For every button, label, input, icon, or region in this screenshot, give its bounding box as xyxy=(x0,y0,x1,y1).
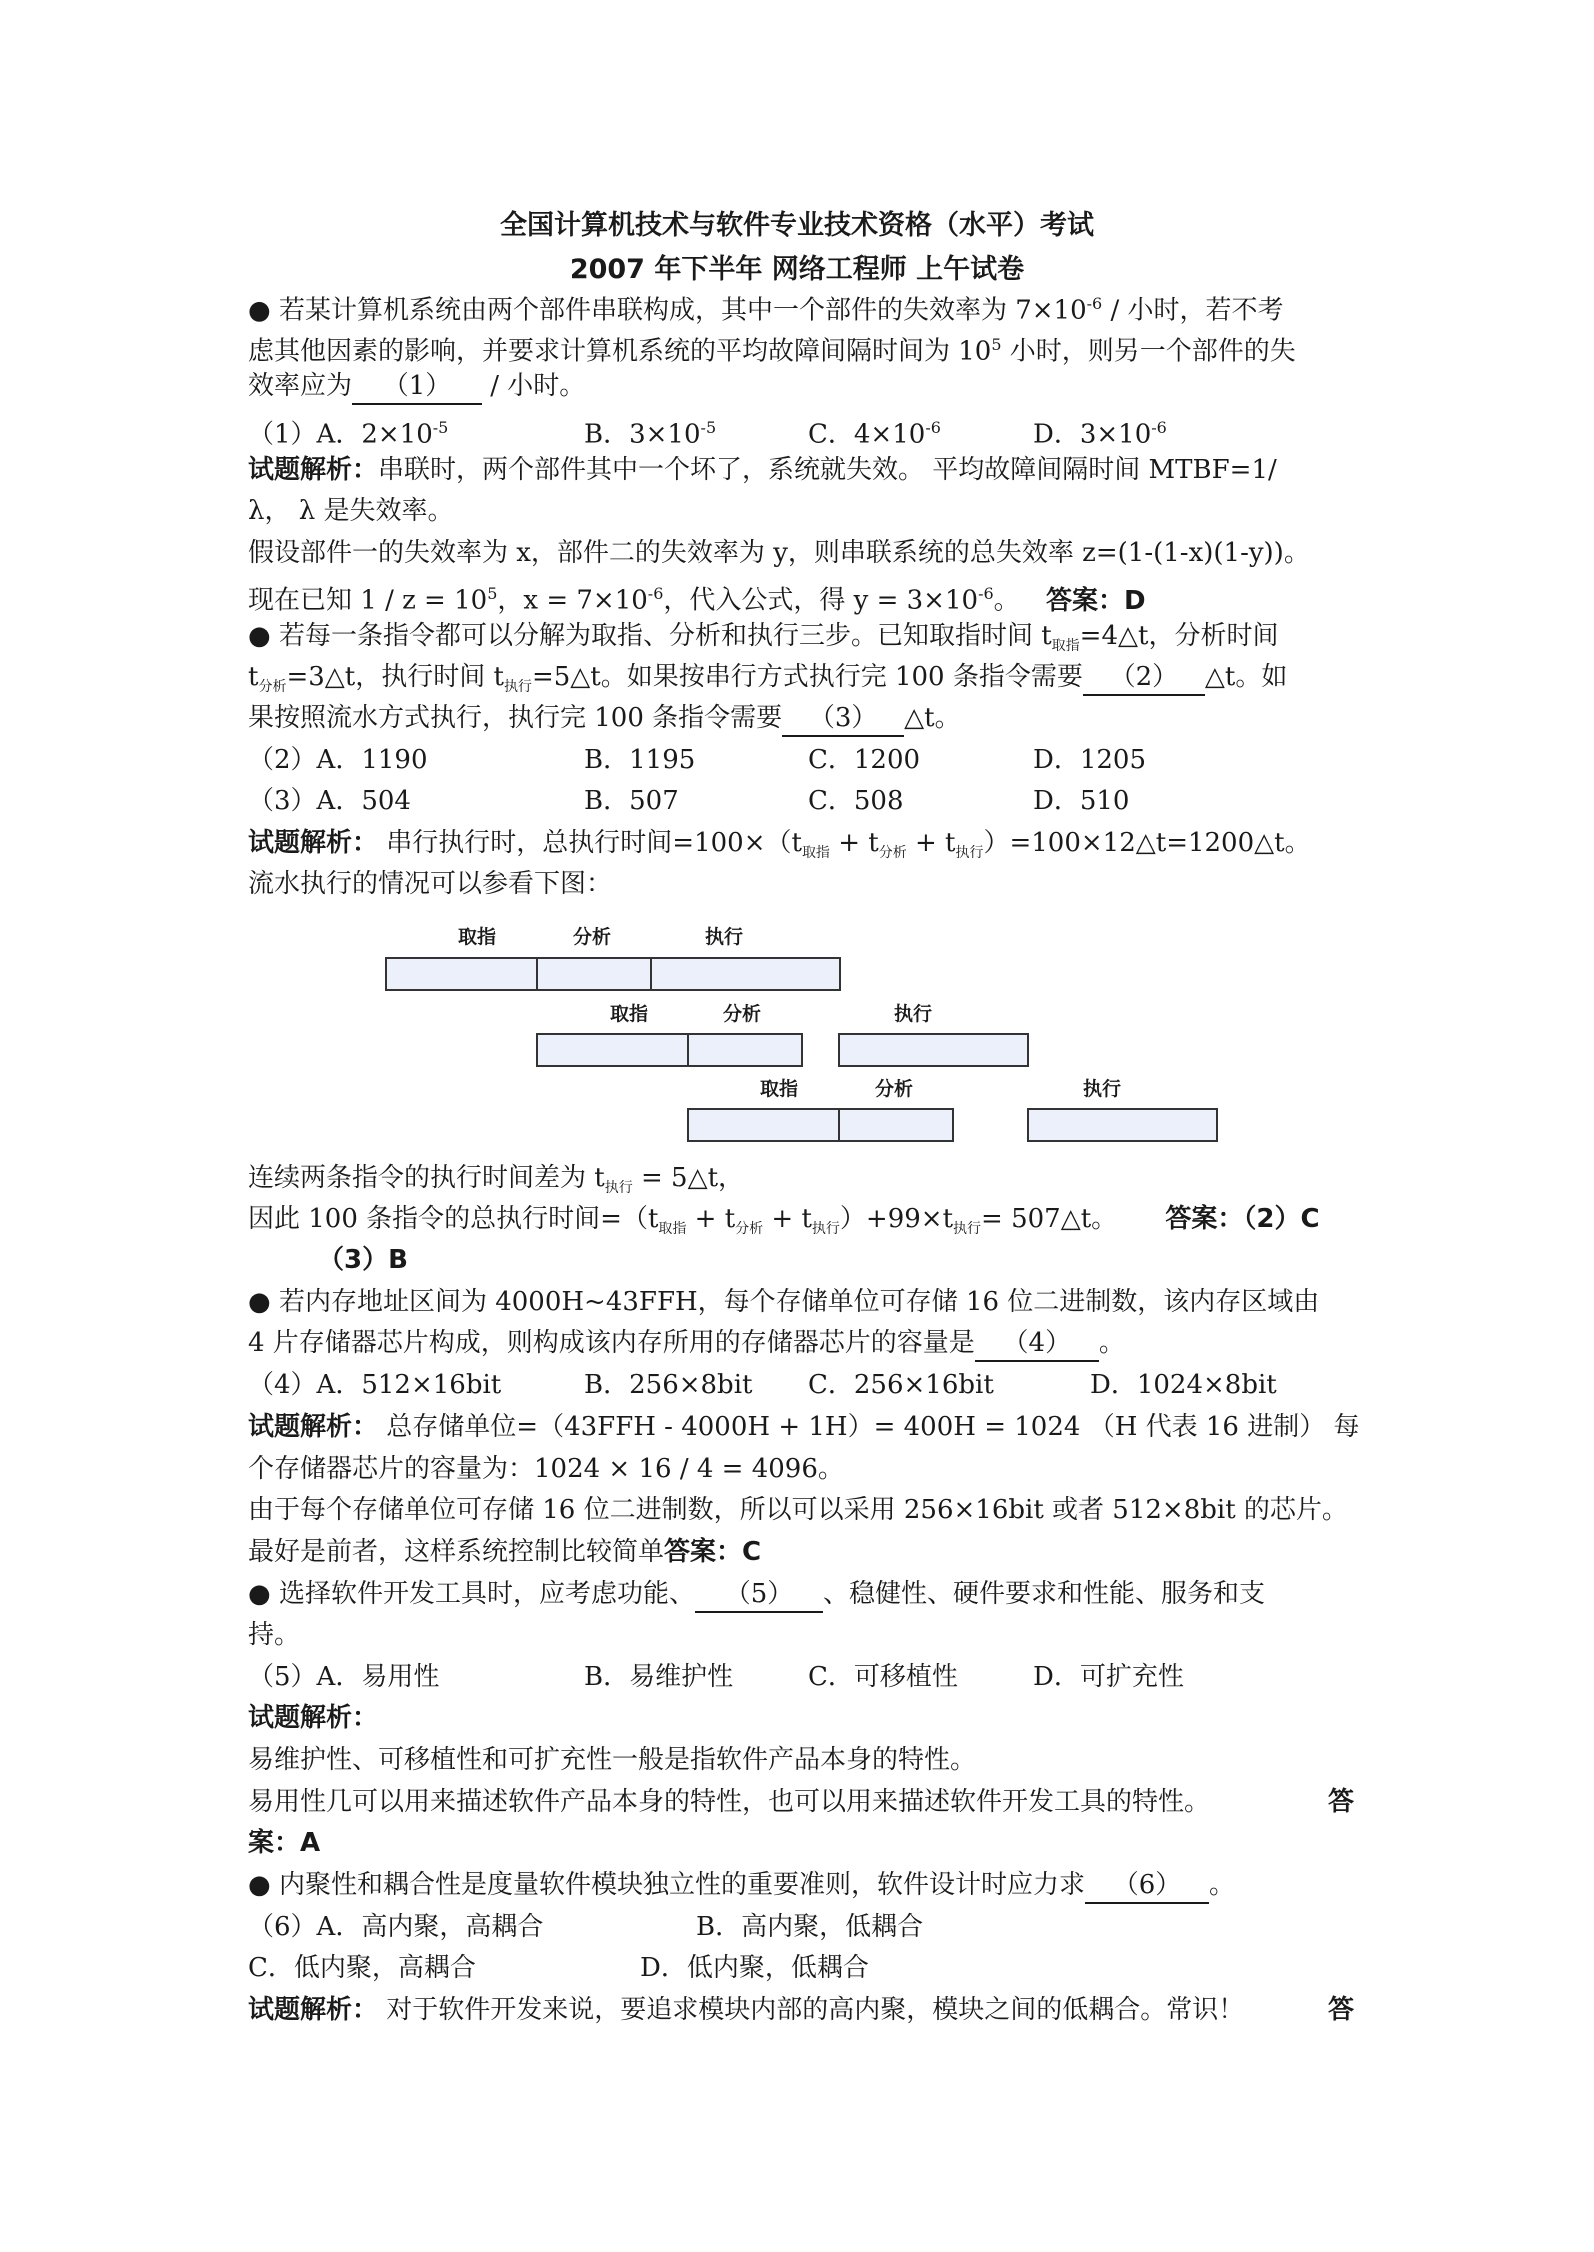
q1-line-2: 虑其他因素的影响，并要求计算机系统的平均故障间隔时间为 $10^5$ 小时，则另一个部件的失 xyxy=(248,335,1296,367)
answer-blank: （5） xyxy=(695,1577,823,1613)
q2-line-2: $t_{分析}=3\triangle t$，执行时间 $t_{执行}=5\triangle t$。如果按串行方式执行完 100 条指令需要 （2） △t。如 xyxy=(248,662,1288,696)
pipeline-box-execute xyxy=(650,957,841,991)
q4-option-c: C．256×16bit xyxy=(808,1370,994,1400)
stage-label-fetch: 取指 xyxy=(610,1003,649,1025)
q2-explanation-1: 试题解析： 串行执行时，总执行时间$=100\times(t_{取指} + t_{分析}$ + $t_{执行})=100\times 12\triangle t=1200\triangle t$。 xyxy=(248,828,1311,862)
q3-explanation-2: 个存储器芯片的容量为：1024 × 16 / 4 = 4096。 xyxy=(248,1454,844,1484)
explanation-label: 试题解析： xyxy=(248,828,379,858)
q4-answer: 答案：C xyxy=(664,1537,762,1567)
stage-label-analyze: 分析 xyxy=(573,926,612,948)
pipeline-box-analyze xyxy=(838,1108,954,1142)
q2-answer: 答案：（2）C xyxy=(1165,1204,1320,1234)
q6-option-b: B．高内聚，低耦合 xyxy=(696,1912,924,1942)
q2-explanation-2: 流水执行的情况可以参看下图： xyxy=(248,869,613,899)
q1-option-b: B．$3\times 10^{-5}$ xyxy=(584,418,717,450)
q3-explanation-1: 试题解析： 总存储单位=（43FFH - 4000H + 1H）= 400H = 1024 （H 代表 16 进制） 每 xyxy=(248,1412,1360,1442)
q1-option-a: （1）A．$2\times 10^{-5}$ xyxy=(248,418,449,450)
answer-blank: （6） xyxy=(1085,1868,1209,1904)
bullet-icon: ● xyxy=(248,621,271,651)
answer-blank: （3） xyxy=(782,701,904,737)
q3-line-1: ● 若内存地址区间为 4000H~43FFH，每个存储单位可存储 16 位二进制数，该内存区域由 xyxy=(248,1287,1320,1317)
q4-option-b: B．256×8bit xyxy=(584,1370,753,1400)
q4-option-d: D．1024×8bit xyxy=(1090,1370,1277,1400)
q5-option-d: D．可扩充性 xyxy=(1033,1662,1184,1692)
q3-answer: （3）B xyxy=(318,1245,408,1275)
q3-line-2: 4 片存储器芯片构成，则构成该内存所用的存储器芯片的容量是 （4） 。 xyxy=(248,1326,1125,1362)
q1-explanation-4: 现在已知 $1 / z = 10^5$，$x = 7\times 10^{-6}$，代入公式，得 $y = 3\times 10^{-6}$。 答案：D xyxy=(248,584,1146,616)
q5-line-1: ● 内聚性和耦合性是度量软件模块独立性的重要准则，软件设计时应力求 （6） 。 xyxy=(248,1868,1235,1904)
exam-subtitle: 2007 年下半年 网络工程师 上午试卷 xyxy=(569,254,1025,285)
q5-option-b: B．易维护性 xyxy=(584,1662,734,1692)
stage-label-execute: 执行 xyxy=(894,1003,933,1025)
q2-option-b: B．1195 xyxy=(584,745,696,775)
q6-option-d: D．低内聚，低耦合 xyxy=(640,1953,869,1983)
q5-explanation-1: 试题解析： 对于软件开发来说，要追求模块内部的高内聚，模块之间的低耦合。常识！ xyxy=(248,1995,1245,2025)
q2-line-3: 果按照流水方式执行，执行完 100 条指令需要 （3） △t。 xyxy=(248,701,961,737)
q1-explanation-2: λ， λ 是失效率。 xyxy=(248,496,454,526)
q3-option-d: D．510 xyxy=(1033,786,1130,816)
q3-option-a: （3）A．504 xyxy=(248,786,411,816)
bullet-icon: ● xyxy=(248,1579,271,1609)
q5-answer-prefix: 答 xyxy=(1328,1787,1355,1817)
q1-explanation-3: 假设部件一的失效率为 x，部件二的失效率为 y，则串联系统的总失效率 z=(1-(1-x)(1-y))。 xyxy=(248,538,1310,568)
q5-option-c: C．可移植性 xyxy=(808,1662,958,1692)
q6-option-a: （6）A．高内聚，高耦合 xyxy=(248,1912,544,1942)
q6-answer-prefix: 答 xyxy=(1328,1995,1355,2025)
q2-option-d: D．1205 xyxy=(1033,745,1147,775)
q2-option-a: （2）A．1190 xyxy=(248,745,428,775)
bullet-icon: ● xyxy=(248,1870,271,1900)
q4-line-1: ● 选择软件开发工具时，应考虑功能、 （5） 、稳健性、硬件要求和性能、服务和支 xyxy=(248,1577,1265,1613)
q2-explanation-4: 因此 100 条指令的总执行时间$=(t_{取指} + t_{分析} + t_{执行})+99\times t_{执行}=$ 507△t。 答案：（2）C xyxy=(248,1204,1320,1238)
q1-option-d: D．$3\times 10^{-6}$ xyxy=(1033,418,1167,450)
q3-explanation-3: 由于每个存储单位可存储 16 位二进制数，所以可以采用 256×16bit 或者 512×8bit 的芯片。 xyxy=(248,1495,1348,1525)
q4-explanation-1: 易维护性、可移植性和可扩充性一般是指软件产品本身的特性。 xyxy=(248,1745,977,1775)
explanation-label: 试题解析： xyxy=(248,1995,379,2025)
q1-option-c: C．$4\times 10^{-6}$ xyxy=(808,418,941,450)
q4-line-2: 持。 xyxy=(248,1620,301,1650)
q5-option-a: （5）A．易用性 xyxy=(248,1662,440,1692)
q2-option-c: C．1200 xyxy=(808,745,921,775)
q2-explanation-3: 连续两条指令的执行时间差为 $t_{执行}$ = 5△t， xyxy=(248,1163,745,1197)
answer-blank: （2） xyxy=(1083,660,1205,696)
q1-explanation-1: 试题解析：串联时，两个部件其中一个坏了，系统就失效。 平均故障间隔时间 MTBF=1/ xyxy=(248,455,1277,485)
stage-label-execute: 执行 xyxy=(705,926,744,948)
q3-option-b: B．507 xyxy=(584,786,679,816)
pipeline-box-analyze xyxy=(536,957,652,991)
stage-label-fetch: 取指 xyxy=(458,926,497,948)
explanation-label: 试题解析： xyxy=(248,455,379,485)
answer-blank: （4） xyxy=(975,1326,1099,1362)
explanation-label: 试题解析： xyxy=(248,1703,379,1733)
stage-label-fetch: 取指 xyxy=(760,1078,799,1100)
answer-blank: （1） xyxy=(352,369,482,405)
q3-option-c: C．508 xyxy=(808,786,904,816)
q2-line-1: ● 若每一条指令都可以分解为取指、分析和执行三步。已知取指时间 $t_{取指}=4\triangle t$，分析时间 xyxy=(248,621,1279,655)
pipeline-box-execute xyxy=(838,1033,1029,1067)
q1-line-1: ● 若某计算机系统由两个部件串联构成，其中一个部件的失效率为 $7\times 10^{-6}$ / 小时，若不考 xyxy=(248,294,1284,326)
stage-label-analyze: 分析 xyxy=(875,1078,914,1100)
pipeline-box-fetch xyxy=(385,957,538,991)
pipeline-box-fetch xyxy=(687,1108,840,1142)
q6-option-c: C．低内聚，高耦合 xyxy=(248,1953,476,1983)
stage-label-execute: 执行 xyxy=(1083,1078,1122,1100)
q5-answer: 案：A xyxy=(248,1828,321,1858)
q4-option-a: （4）A．512×16bit xyxy=(248,1370,502,1400)
stage-label-analyze: 分析 xyxy=(723,1003,762,1025)
q4-explanation-2: 易用性几可以用来描述软件产品本身的特性，也可以用来描述软件开发工具的特性。 xyxy=(248,1787,1211,1817)
explanation-label: 试题解析： xyxy=(248,1412,379,1442)
pipeline-box-fetch xyxy=(536,1033,689,1067)
bullet-icon: ● xyxy=(248,295,271,326)
q1-answer: 答案：D xyxy=(1045,585,1146,616)
pipeline-box-analyze xyxy=(687,1033,803,1067)
pipeline-box-execute xyxy=(1027,1108,1218,1142)
q1-line-3: 效率应为 （1） / 小时。 xyxy=(248,369,585,405)
q3-explanation-4: 最好是前者，这样系统控制比较简单答案：C xyxy=(248,1537,762,1567)
bullet-icon: ● xyxy=(248,1287,271,1317)
exam-title: 全国计算机技术与软件专业技术资格（水平）考试 xyxy=(500,210,1094,241)
